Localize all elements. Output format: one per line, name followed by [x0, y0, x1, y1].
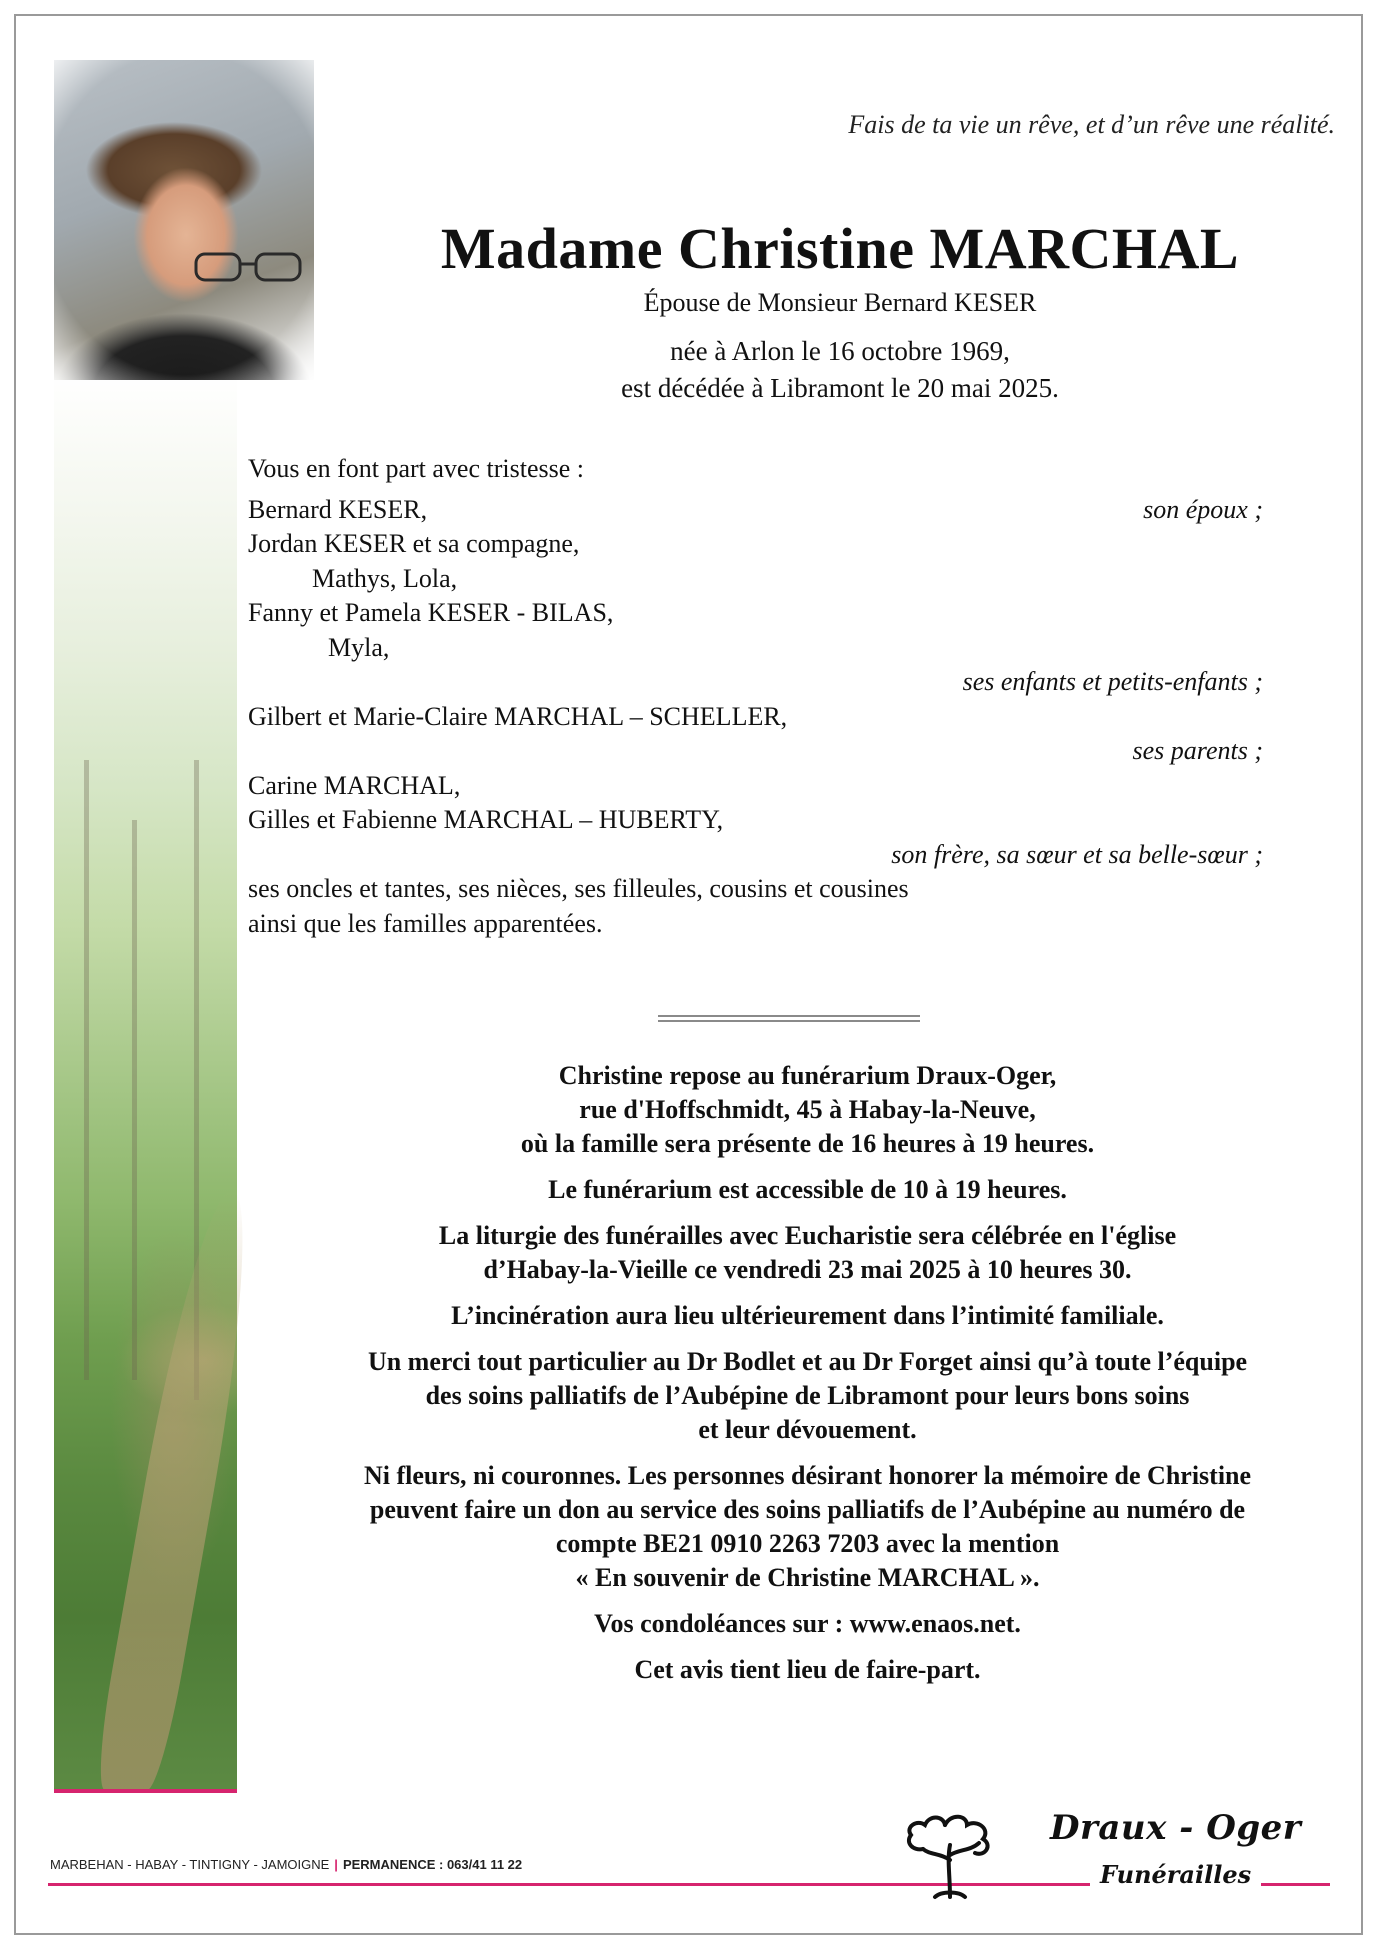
details-line: « En souvenir de Christine MARCHAL ».: [575, 1563, 1040, 1592]
details-line: d’Habay-la-Vieille ce vendredi 23 mai 2025 à 10 heures 30.: [483, 1255, 1132, 1284]
details-line: peuvent faire un don au service des soins palliatifs de l’Aubépine au numéro de: [369, 1495, 1246, 1524]
details-line: Christine repose au funérarium Draux-Oger,: [558, 1061, 1057, 1090]
family-line: [248, 734, 1263, 769]
details-paragraph: [280, 1173, 1335, 1207]
details-line: Le funérarium est accessible de 10 à 19 heures.: [548, 1175, 1067, 1204]
details-line: La liturgie des funérailles avec Eucharistie sera célébrée en l'église: [438, 1221, 1177, 1250]
details-paragraph: [280, 1219, 1335, 1287]
details-paragraph: [280, 1607, 1335, 1641]
family-member-text: Jordan KESER et sa compagne,: [248, 529, 580, 558]
family-line: [248, 562, 1263, 597]
family-member-text: ainsi que les familles apparentées.: [248, 908, 603, 938]
details-line: et leur dévouement.: [698, 1415, 917, 1444]
family-member-text: Myla,: [328, 632, 390, 662]
family-member-text: Gilbert et Marie-Claire MARCHAL – SCHELLER,: [248, 701, 788, 731]
glasses-shape: [194, 250, 304, 284]
footer-locations: MARBEHAN - HABAY - TINTIGNY - JAMOIGNE: [50, 1857, 330, 1872]
footer-permanence: PERMANENCE : 063/41 11 22: [342, 1857, 523, 1872]
family-line: [248, 596, 1263, 631]
family-relation: son époux ;: [1143, 494, 1263, 524]
family-relation: son frère, sa sœur et sa belle-sœur ;: [891, 839, 1263, 869]
details-paragraph: [280, 1345, 1335, 1447]
family-line: [248, 907, 1263, 942]
details-line: où la famille sera présente de 16 heures à 19 heures.: [520, 1129, 1095, 1158]
family-list: [248, 493, 1263, 942]
family-member-text: Bernard KESER,: [248, 494, 428, 524]
details-line: L’incinération aura lieu ultérieurement dans l’intimité familiale.: [451, 1301, 1164, 1330]
birth-line: née à Arlon le 16 octobre 1969,: [670, 336, 1010, 366]
death-line: est décédée à Libramont le 20 mai 2025.: [621, 373, 1059, 403]
tree-logo-icon: [895, 1805, 1005, 1900]
family-intro: Vous en font part avec tristesse :: [248, 454, 584, 483]
deceased-name: Madame Christine MARCHAL: [440, 216, 1240, 281]
family-line: [248, 631, 1263, 666]
details-line: Vos condoléances sur : www.enaos.net.: [594, 1609, 1021, 1638]
family-member-text: Carine MARCHAL,: [248, 770, 461, 800]
details-line: Ni fleurs, ni couronnes. Les personnes désirant honorer la mémoire de Christine: [363, 1461, 1252, 1490]
family-relation: ses parents ;: [1132, 736, 1263, 765]
family-line: [248, 700, 1263, 735]
details-line: Un merci tout particulier au Dr Bodlet et au Dr Forget ainsi qu’à toute l’équipe: [367, 1347, 1248, 1376]
spouse-line: Épouse de Monsieur Bernard KESER: [643, 288, 1037, 317]
family-member-text: Gilles et Fabienne MARCHAL – HUBERTY,: [248, 805, 724, 834]
portrait-photo: [54, 60, 314, 380]
family-line: [248, 527, 1263, 562]
details-paragraph: [280, 1653, 1335, 1687]
tree-trunk: [132, 820, 137, 1380]
family-announcement: [248, 452, 1263, 941]
brand-subtitle: Funérailles: [1090, 1860, 1261, 1889]
family-line: [248, 493, 1263, 528]
family-member-text: Mathys, Lola,: [312, 563, 458, 593]
brand-name: Draux - Oger: [1050, 1808, 1302, 1848]
footer-separator: |: [334, 1857, 338, 1872]
family-member-text: Fanny et Pamela KESER - BILAS,: [248, 598, 614, 627]
family-member-text: ses oncles et tantes, ses nièces, ses filleules, cousins et cousines: [248, 874, 909, 903]
section-divider: [658, 1015, 920, 1022]
family-line: [248, 838, 1263, 873]
side-strip-accent-line: [54, 1789, 237, 1793]
family-line: [248, 872, 1263, 907]
family-relation: ses enfants et petits-enfants ;: [962, 667, 1263, 696]
funeral-details: [280, 1059, 1335, 1699]
family-line: [248, 665, 1263, 700]
details-paragraph: [280, 1059, 1335, 1161]
details-line: compte BE21 0910 2263 7203 avec la mention: [555, 1529, 1060, 1558]
epigraph-quote: Fais de ta vie un rêve, et d’un rêve une réalité.: [848, 110, 1335, 139]
family-line: [248, 769, 1263, 804]
details-line: rue d'Hoffschmidt, 45 à Habay-la-Neuve,: [579, 1095, 1036, 1124]
footer-contact: [50, 1857, 522, 1872]
family-line: [248, 803, 1263, 838]
details-line: des soins palliatifs de l’Aubépine de Libramont pour leurs bons soins: [425, 1381, 1190, 1410]
details-line: Cet avis tient lieu de faire-part.: [634, 1655, 981, 1684]
tree-trunk: [84, 760, 89, 1380]
details-paragraph: [280, 1299, 1335, 1333]
details-paragraph: [280, 1459, 1335, 1595]
